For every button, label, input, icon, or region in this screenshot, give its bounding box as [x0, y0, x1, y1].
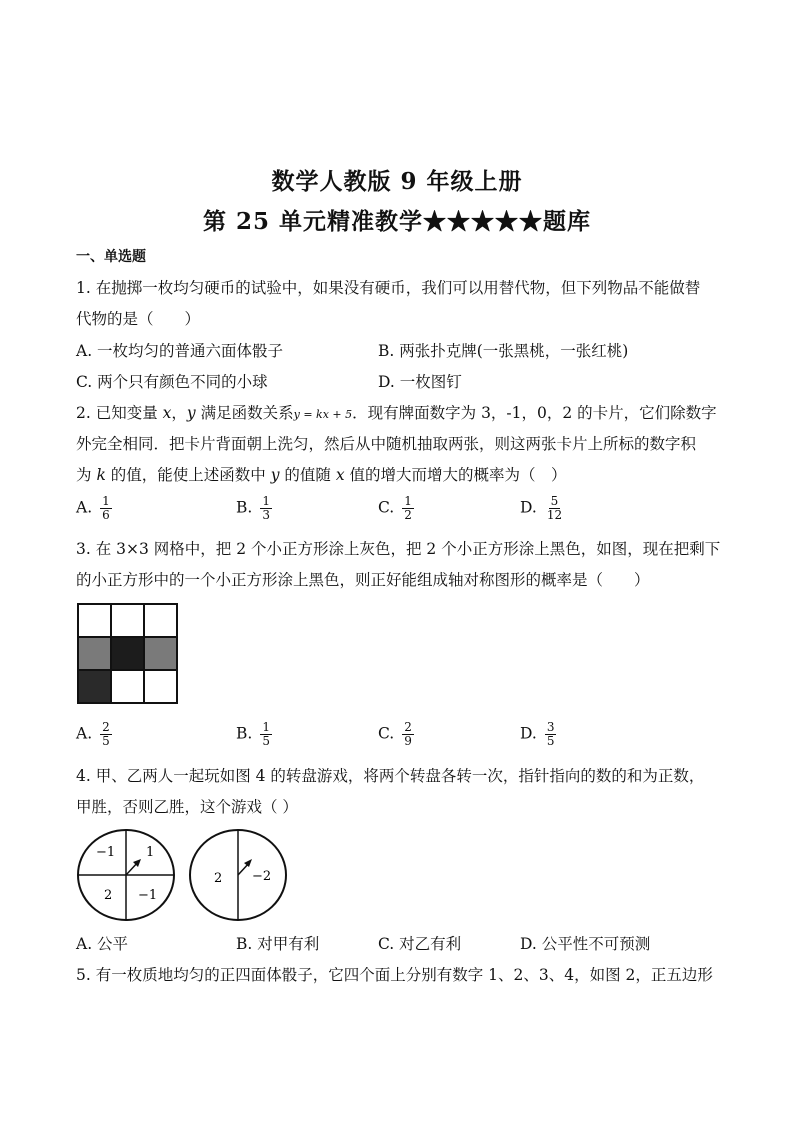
q1-line-2: 代物的是（ ） — [76, 310, 201, 328]
option-letter: C. — [378, 724, 395, 743]
spinner-2-label: 2 — [214, 871, 223, 886]
q1-option-d: D. 一枚图钉 — [378, 373, 462, 391]
option-letter: B. — [236, 724, 253, 743]
document-title: 数学人教版 9 年级上册 — [271, 168, 523, 195]
numerator: 1 — [262, 720, 270, 734]
grid-cell — [111, 637, 144, 670]
spinner-2 — [188, 828, 290, 922]
numerator: 5 — [550, 494, 559, 508]
document-subtitle: 第 25 单元精准教学★★★★★题库 — [202, 208, 592, 235]
q5-line-1: 5. 有一枚质地均匀的正四面体骰子，它四个面上分别有数字 1、2、3、4，如图 2，正五边形 — [76, 966, 713, 984]
q4-option-b: B. 对甲有利 — [236, 935, 320, 953]
option-letter: A. — [76, 724, 93, 743]
grid-cell — [144, 637, 177, 670]
function-formula: y = kx + 5 — [293, 408, 353, 421]
numerator: 3 — [546, 720, 555, 734]
var-y: y — [186, 404, 196, 422]
grid-cell — [111, 670, 144, 703]
q4-line-1: 4. 甲、乙两人一起玩如图 4 的转盘游戏，将两个转盘各转一次，指针指向的数的和为正数， — [76, 767, 705, 785]
spinner-2-label: −2 — [252, 869, 272, 884]
spinner-1-label: 1 — [146, 845, 155, 860]
option-letter: C. — [378, 498, 395, 517]
denominator: 9 — [404, 734, 412, 748]
option-letter: B. — [236, 498, 253, 517]
denominator: 5 — [546, 734, 555, 748]
fraction — [100, 721, 112, 748]
grid-cell — [144, 604, 177, 637]
grid-cell — [78, 604, 111, 637]
denominator: 6 — [102, 508, 110, 522]
fraction — [545, 721, 557, 748]
denominator: 2 — [404, 508, 412, 522]
q3-option-a — [76, 721, 112, 748]
grid-figure — [76, 602, 180, 706]
fraction — [260, 721, 272, 748]
spinner-1-label: −1 — [138, 888, 158, 903]
var-x: x — [335, 466, 345, 484]
q2-option-d — [520, 495, 564, 522]
q1-option-b: B. 两张扑克牌(一张黑桃，一张红桃) — [378, 342, 629, 360]
q2-line-1 — [76, 401, 717, 423]
var-y: y — [270, 466, 280, 484]
grid-cell — [144, 670, 177, 703]
spinner-2-arrowhead — [244, 859, 252, 867]
q2-text: 满足函数关系 — [195, 404, 294, 422]
q4-line-2: 甲胜，否则乙胜，这个游戏（ ） — [76, 798, 298, 816]
var-k: k — [96, 466, 106, 484]
grid-cell — [78, 637, 111, 670]
fraction — [100, 495, 112, 522]
q3-option-c — [378, 721, 414, 748]
denominator: 5 — [262, 734, 270, 748]
q2-text: 2. 已知变量 — [76, 404, 163, 422]
denominator: 5 — [102, 734, 110, 748]
denominator: 3 — [262, 508, 270, 522]
q1-option-c: C. 两个只有颜色不同的小球 — [76, 373, 268, 391]
q3-line-2: 的小正方形中的一个小正方形涂上黑色，则正好能组成轴对称图形的概率是（ ） — [76, 571, 650, 589]
q4-option-c: C. 对乙有利 — [378, 935, 462, 953]
numerator: 2 — [404, 720, 412, 734]
q3-option-d — [520, 721, 556, 748]
q1-option-a: A. 一枚均匀的普通六面体骰子 — [76, 342, 284, 360]
q2-line-3 — [76, 463, 567, 485]
q2-text: 为 — [76, 466, 97, 484]
denominator: 12 — [546, 508, 563, 522]
option-letter: D. — [520, 498, 537, 517]
spinner-1 — [76, 828, 178, 922]
q2-comma: ， — [171, 404, 187, 422]
q2-line-2: 外完全相同．把卡片背面朝上洗匀，然后从中随机抽取两张，则这两张卡片上所标的数字积 — [76, 435, 697, 453]
q4-option-a: A. 公平 — [76, 935, 129, 953]
numerator: 2 — [102, 720, 110, 734]
q2-text: ．现有牌面数字为 3，-1，0，2 的卡片，它们除数字 — [352, 404, 717, 422]
fraction — [402, 721, 414, 748]
spinner-1-label: −1 — [96, 845, 116, 860]
option-letter: A. — [76, 498, 93, 517]
q2-option-c — [378, 495, 414, 522]
q2-text: 值的增大而增大的概率为（ ） — [344, 466, 567, 484]
q3-line-1: 3. 在 3×3 网格中，把 2 个小正方形涂上灰色，把 2 个小正方形涂上黑色，如图，现在把剩下 — [76, 540, 721, 558]
q2-option-a — [76, 495, 112, 522]
option-letter: D. — [520, 724, 537, 743]
numerator: 1 — [102, 494, 110, 508]
grid-cell — [111, 604, 144, 637]
q3-option-b — [236, 721, 272, 748]
fraction — [402, 495, 414, 522]
fraction — [545, 495, 564, 522]
grid-cell — [78, 670, 111, 703]
q2-text: 的值随 — [279, 466, 336, 484]
spinner-1-label: 2 — [104, 888, 113, 903]
var-x: x — [162, 404, 172, 422]
q2-option-b — [236, 495, 272, 522]
q2-text: 的值，能使上述函数中 — [105, 466, 271, 484]
q1-line-1: 1. 在抛掷一枚均匀硬币的试验中，如果没有硬币，我们可以用替代物，但下列物品不能做替 — [76, 279, 701, 297]
fraction — [260, 495, 272, 522]
section-heading: 一、单选题 — [76, 249, 146, 265]
numerator: 1 — [404, 494, 412, 508]
numerator: 1 — [262, 494, 270, 508]
q4-option-d: D. 公平性不可预测 — [520, 935, 651, 953]
